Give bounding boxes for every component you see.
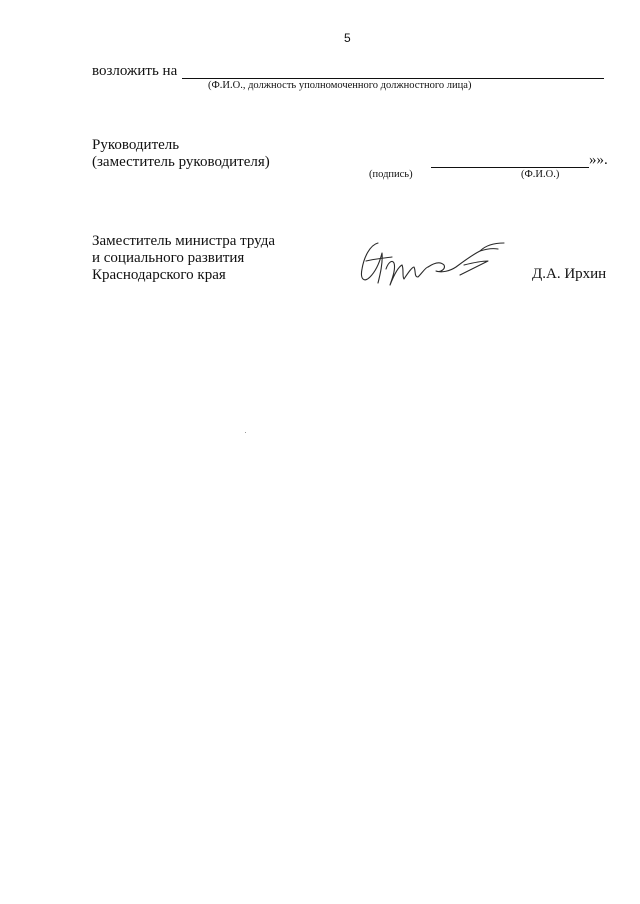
assignment-hint: (Ф.И.О., должность уполномоченного должностного лица)	[208, 80, 472, 91]
signature-hint: (подпись)	[369, 169, 413, 180]
page-number: 5	[344, 31, 351, 45]
signer-position-line: Краснодарского края	[92, 267, 226, 283]
assignment-blank-line	[182, 78, 604, 79]
assignment-prefix: возложить на	[92, 63, 178, 79]
scan-speck	[245, 432, 246, 433]
head-title-line: (заместитель руководителя)	[92, 154, 270, 170]
handwritten-signature	[356, 239, 516, 289]
signer-name: Д.А. Ирхин	[532, 266, 607, 282]
signer-position-line: и социального развития	[92, 250, 245, 266]
name-blank-line	[431, 167, 589, 168]
closing-quotes: »».	[589, 152, 608, 168]
name-hint: (Ф.И.О.)	[521, 169, 560, 180]
signer-position-line: Заместитель министра труда	[92, 233, 275, 249]
head-title-line: Руководитель	[92, 137, 180, 153]
signer-position-block	[92, 233, 275, 284]
head-title-block	[92, 137, 270, 171]
